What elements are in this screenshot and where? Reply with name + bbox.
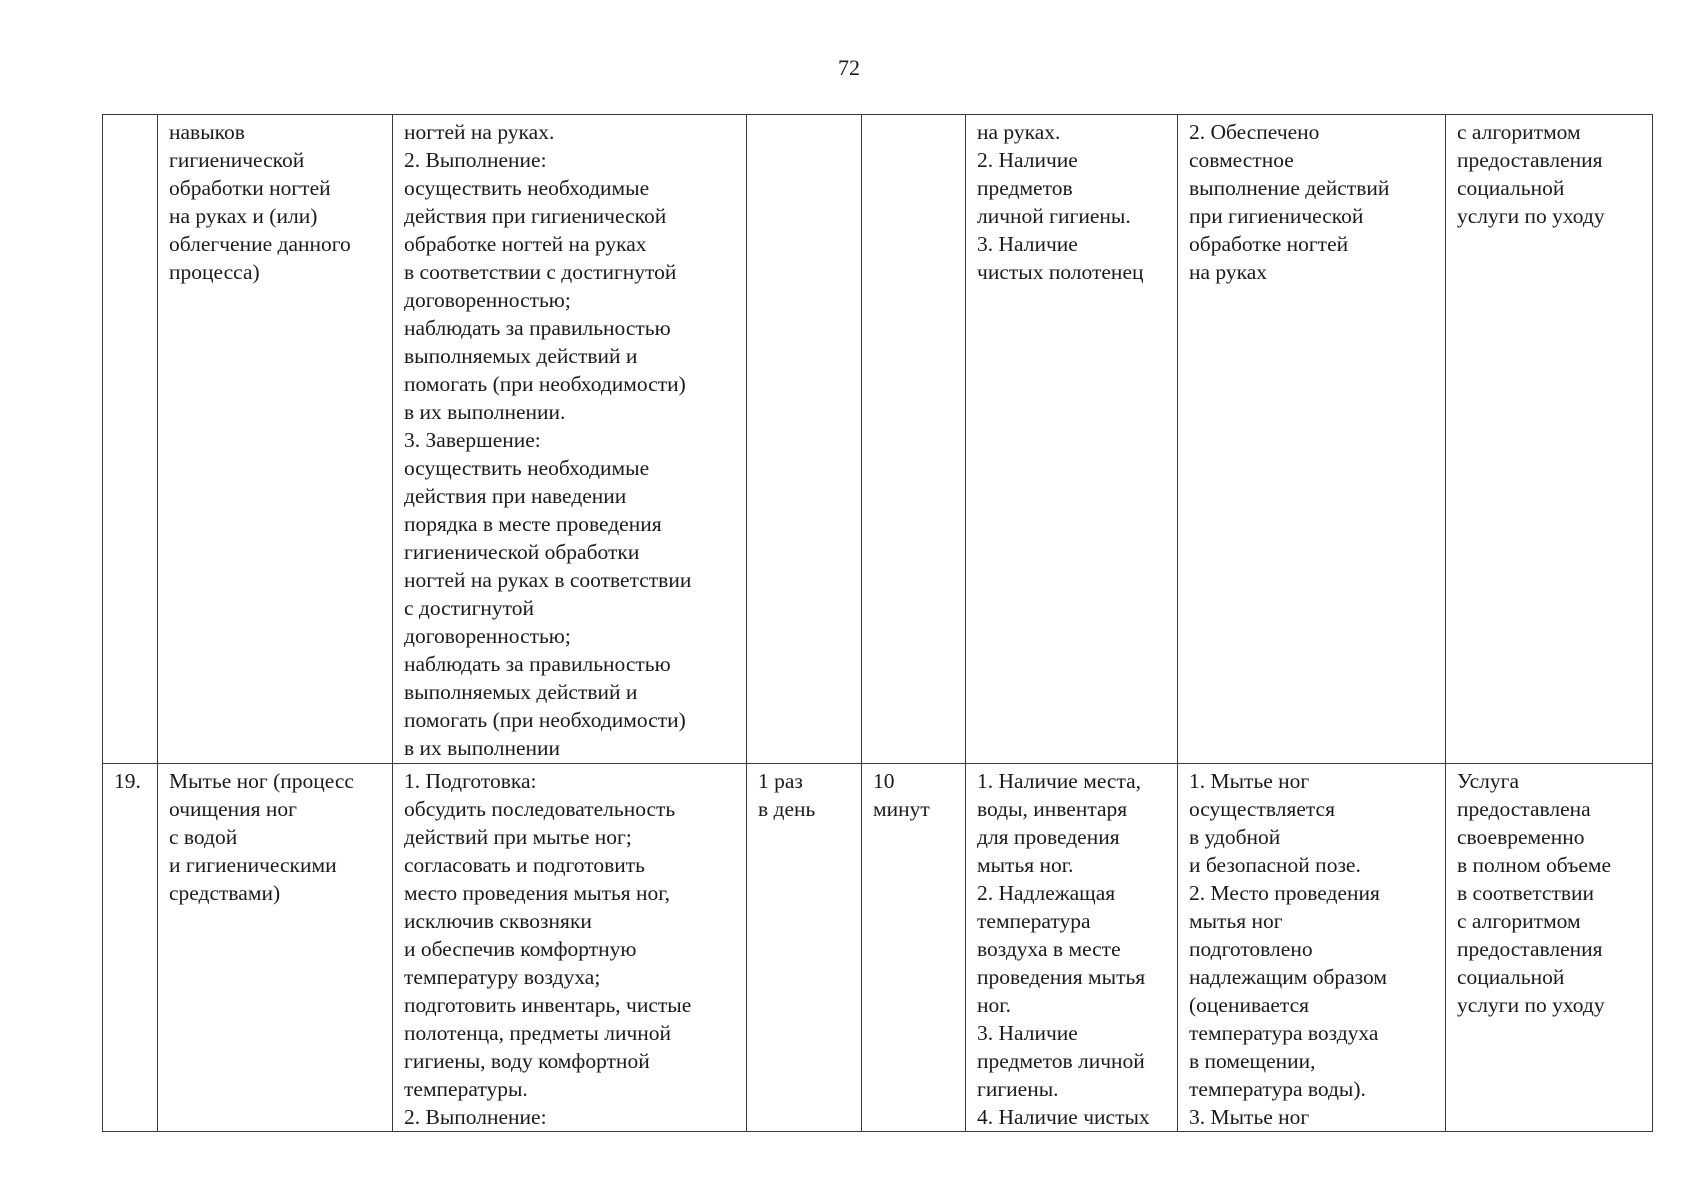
- cell-text-line: и гигиеническими: [169, 853, 337, 877]
- conditions-cell: [966, 764, 1178, 1132]
- cell-text-line: 1. Наличие места,: [977, 769, 1142, 793]
- cell-text-line: социальной: [1457, 176, 1565, 200]
- cell-text-line: Услуга: [1457, 769, 1520, 793]
- cell-text-line: чистых полотенец: [977, 260, 1144, 284]
- cell-text-line: температура: [977, 909, 1091, 933]
- evaluation-cell: [1446, 115, 1653, 764]
- cell-text-line: в соответствии с достигнутой: [404, 260, 677, 284]
- cell-text-line: помогать (при необходимости): [404, 708, 686, 732]
- cell-text-line: осуществить необходимые: [404, 176, 650, 200]
- cell-text-line: услуги по уходу: [1457, 993, 1605, 1017]
- cell-text-line: подготовлено: [1189, 937, 1313, 961]
- cell-text-line: гигиенической: [169, 148, 305, 172]
- conditions-cell: [966, 115, 1178, 764]
- cell-text-line: предоставлена: [1457, 797, 1591, 821]
- cell-text-line: 3. Наличие: [977, 232, 1078, 256]
- cell-text-line: в полном объеме: [1457, 853, 1612, 877]
- cell-text-line: договоренностью;: [404, 624, 571, 648]
- cell-text-line: обработки ногтей: [169, 176, 331, 200]
- cell-text-line: ногтей на руках.: [404, 120, 555, 144]
- cell-text-line: выполняемых действий и: [404, 344, 638, 368]
- cell-text-line: выполнение действий: [1189, 176, 1390, 200]
- services-table: [102, 114, 1653, 1132]
- cell-text-line: очищения ног: [169, 797, 297, 821]
- cell-text-line: на руках: [1189, 260, 1268, 284]
- cell-text-line: предоставления: [1457, 148, 1603, 172]
- table-row: [103, 115, 1653, 764]
- frequency-cell: [747, 764, 862, 1132]
- cell-text-line: с достигнутой: [404, 596, 535, 620]
- cell-text-line: в соответствии: [1457, 881, 1595, 905]
- service-name-cell: [158, 115, 393, 764]
- cell-text-line: 3. Наличие: [977, 1021, 1078, 1045]
- cell-text-line: в их выполнении.: [404, 400, 566, 424]
- cell-text-line: Мытье ног (процесс: [169, 769, 354, 793]
- cell-text-line: осуществляется: [1189, 797, 1335, 821]
- cell-text-line: с алгоритмом: [1457, 909, 1581, 933]
- cell-text-line: средствами): [169, 881, 281, 905]
- cell-text-line: действия при наведении: [404, 484, 627, 508]
- cell-text-line: социальной: [1457, 965, 1565, 989]
- cell-text-line: надлежащим образом: [1189, 965, 1387, 989]
- cell-text-line: и безопасной позе.: [1189, 853, 1361, 877]
- cell-text-line: в их выполнении: [404, 736, 561, 760]
- cell-text-line: проведения мытья: [977, 965, 1146, 989]
- cell-text-line: 4. Наличие чистых: [977, 1105, 1150, 1129]
- cell-text-line: 3. Мытье ног: [1189, 1105, 1310, 1129]
- cell-text-line: предоставления: [1457, 937, 1603, 961]
- cell-text-line: порядка в месте проведения: [404, 512, 662, 536]
- cell-text-line: 1. Мытье ног: [1189, 769, 1310, 793]
- cell-text-line: совместное: [1189, 148, 1294, 172]
- cell-text-line: навыков: [169, 120, 245, 144]
- cell-text-line: действий при мытье ног;: [404, 825, 632, 849]
- cell-text-line: личной гигиены.: [977, 204, 1131, 228]
- page-number: 72: [838, 55, 860, 80]
- cell-text-line: помогать (при необходимости): [404, 372, 686, 396]
- cell-text-line: воды, инвентаря: [977, 797, 1128, 821]
- cell-text-line: 2. Выполнение:: [404, 148, 547, 172]
- cell-text-line: мытья ног: [1189, 909, 1283, 933]
- cell-text-line: гигиены.: [977, 1077, 1059, 1101]
- cell-text-line: минут: [873, 797, 930, 821]
- cell-text-line: для проведения: [977, 825, 1120, 849]
- cell-text-line: место проведения мытья ног,: [404, 881, 671, 905]
- cell-text-line: обработке ногтей: [1189, 232, 1349, 256]
- cell-text-line: воздуха в месте: [977, 937, 1121, 961]
- duration-cell: [862, 115, 966, 764]
- cell-text-line: осуществить необходимые: [404, 456, 650, 480]
- service-name-cell: [158, 764, 393, 1132]
- cell-text-line: в удобной: [1189, 825, 1281, 849]
- cell-text-line: температура воды).: [1189, 1077, 1366, 1101]
- cell-text-line: наблюдать за правильностью: [404, 652, 671, 676]
- cell-text-line: 3. Завершение:: [404, 428, 541, 452]
- service-content-cell: [393, 115, 747, 764]
- cell-text-line: услуги по уходу: [1457, 204, 1605, 228]
- cell-text-line: с алгоритмом: [1457, 120, 1581, 144]
- cell-text-line: действия при гигиенической: [404, 204, 667, 228]
- cell-text-line: гигиенической обработки: [404, 540, 640, 564]
- cell-text-line: своевременно: [1457, 825, 1585, 849]
- cell-text-line: гигиены, воду комфортной: [404, 1049, 650, 1073]
- cell-text-line: температуру воздуха;: [404, 965, 601, 989]
- table-row: [103, 764, 1653, 1132]
- cell-text-line: 2. Наличие: [977, 148, 1078, 172]
- cell-text-line: мытья ног.: [977, 853, 1074, 877]
- cell-text-line: согласовать и подготовить: [404, 853, 645, 877]
- cell-text-line: на руках и (или): [169, 204, 318, 228]
- cell-text-line: ногтей на руках в соответствии: [404, 568, 692, 592]
- cell-text-line: наблюдать за правильностью: [404, 316, 671, 340]
- cell-text-line: в помещении,: [1189, 1049, 1316, 1073]
- cell-text-line: обработке ногтей на руках: [404, 232, 647, 256]
- cell-text-line: 2. Место проведения: [1189, 881, 1380, 905]
- cell-text-line: при гигиенической: [1189, 204, 1364, 228]
- duration-cell: [862, 764, 966, 1132]
- cell-text-line: 2. Выполнение:: [404, 1105, 547, 1129]
- cell-text-line: 1 раз: [758, 769, 803, 793]
- cell-text-line: обсудить последовательность: [404, 797, 676, 821]
- cell-text-line: исключив сквозняки: [404, 909, 592, 933]
- cell-text-line: в день: [758, 797, 816, 821]
- cell-text-line: на руках.: [977, 120, 1061, 144]
- cell-text-line: предметов: [977, 176, 1073, 200]
- cell-text-line: ног.: [977, 993, 1012, 1017]
- cell-text-line: температура воздуха: [1189, 1021, 1379, 1045]
- cell-text-line: предметов личной: [977, 1049, 1145, 1073]
- cell-text-line: (оценивается: [1189, 993, 1310, 1017]
- cell-text-line: 10: [873, 769, 895, 793]
- table-body: [103, 115, 1653, 1132]
- cell-text-line: выполняемых действий и: [404, 680, 638, 704]
- cell-text-line: подготовить инвентарь, чистые: [404, 993, 692, 1017]
- quality-indicators-cell: [1178, 764, 1446, 1132]
- cell-text-line: 2. Обеспечено: [1189, 120, 1320, 144]
- cell-text-line: договоренностью;: [404, 288, 571, 312]
- row-number-cell: [103, 115, 158, 764]
- service-content-cell: [393, 764, 747, 1132]
- cell-text-line: облегчение данного: [169, 232, 351, 256]
- quality-indicators-cell: [1178, 115, 1446, 764]
- cell-text-line: 2. Надлежащая: [977, 881, 1116, 905]
- cell-text-line: 19.: [114, 769, 141, 793]
- cell-text-line: температуры.: [404, 1077, 528, 1101]
- cell-text-line: полотенца, предметы личной: [404, 1021, 672, 1045]
- row-number-cell: [103, 764, 158, 1132]
- cell-text-line: с водой: [169, 825, 238, 849]
- evaluation-cell: [1446, 764, 1653, 1132]
- cell-text-line: и обеспечив комфортную: [404, 937, 637, 961]
- frequency-cell: [747, 115, 862, 764]
- cell-text-line: 1. Подготовка:: [404, 769, 537, 793]
- cell-text-line: процесса): [169, 260, 260, 284]
